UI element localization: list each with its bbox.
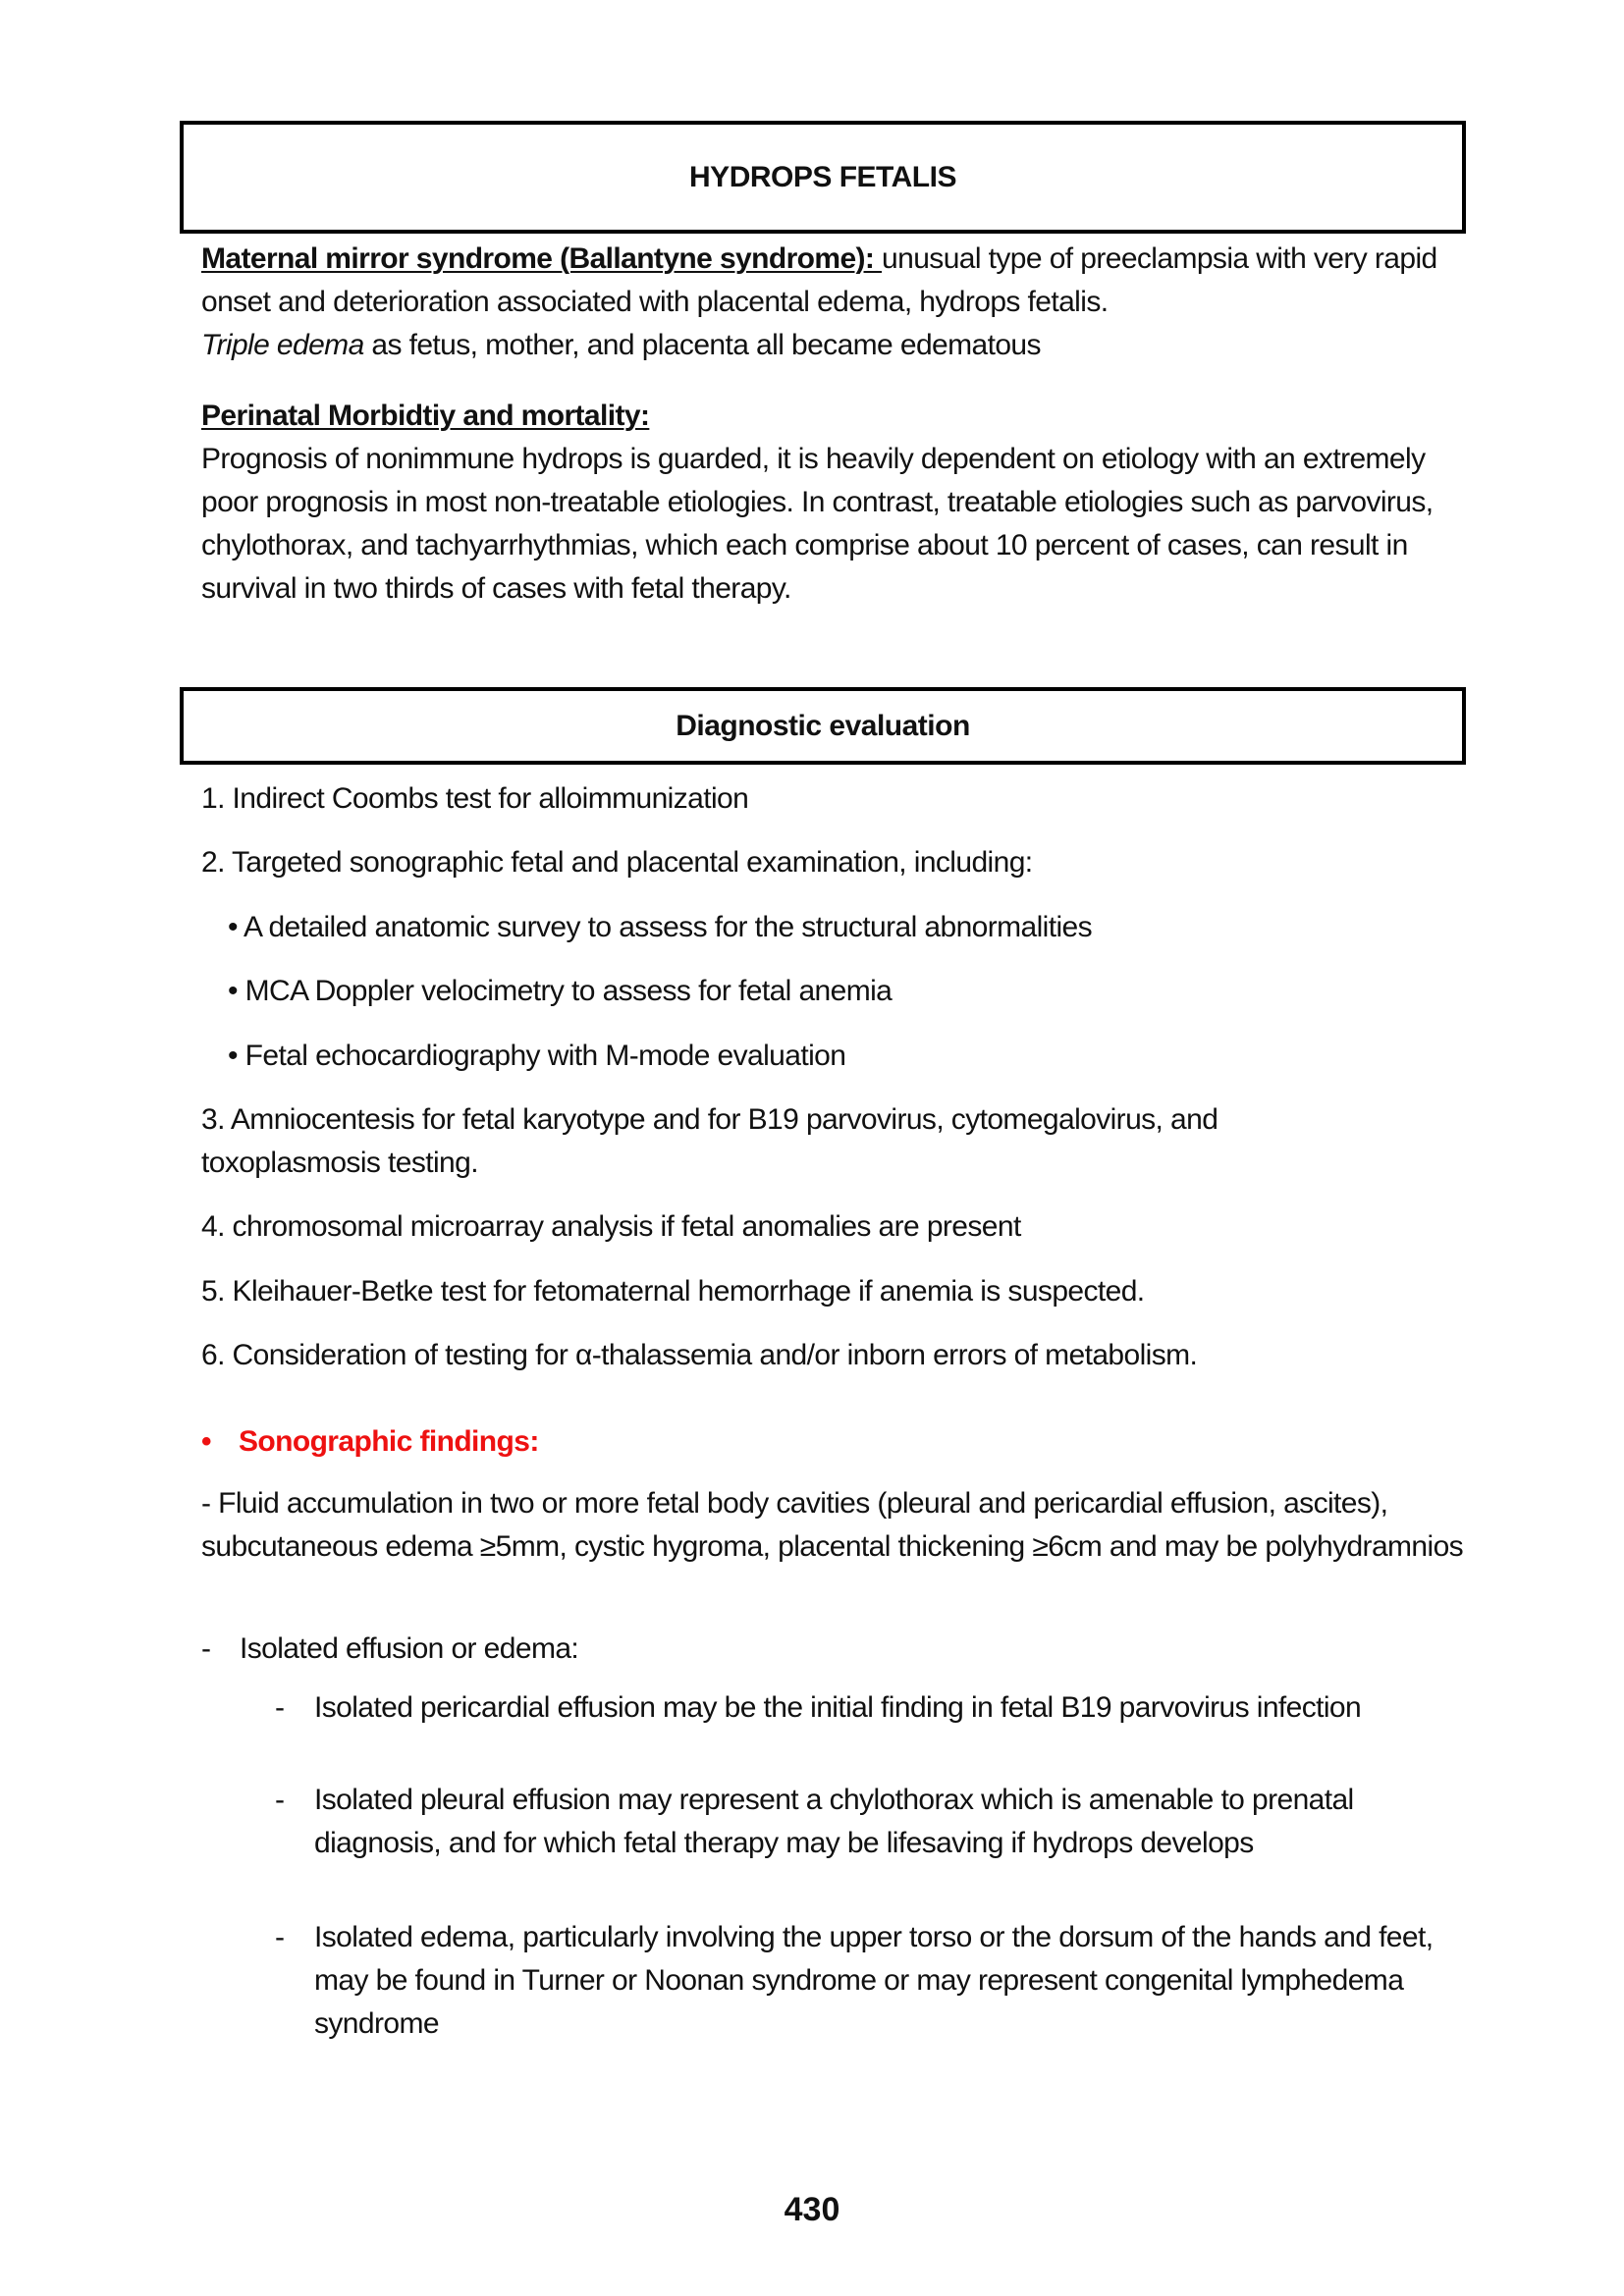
dash-icon: - — [275, 1784, 285, 1816]
dash-icon: - — [275, 1921, 285, 1953]
diagnostic-subitem-2: • MCA Doppler velocimetry to assess for fetal anemia — [228, 975, 893, 1007]
isolated-item-text: Isolated edema, particularly involving the upper torso or the dorsum of the hands and feet, may be found in Turner or Noonan syndrome or may represent congenital lymphedema syndrome — [314, 1921, 1434, 2040]
diagnostic-title: Diagnostic evaluation — [676, 709, 970, 742]
isolated-heading-text: Isolated effusion or edema: — [240, 1632, 579, 1665]
mirror-syndrome-text: unusual type of preeclampsia with very rapid onset and deterioration associated with placental edema, hydrops fetalis. — [201, 242, 1437, 318]
isolated-heading — [201, 1632, 578, 1666]
isolated-item-text: Isolated pericardial effusion may be the initial finding in fetal B19 parvovirus infection — [314, 1691, 1362, 1724]
isolated-item-2 — [275, 1779, 1468, 1865]
diagnostic-subitem-1: • A detailed anatomic survey to assess for the structural abnormalities — [228, 911, 1093, 943]
title-box — [180, 121, 1466, 234]
triple-edema-text: as fetus, mother, and placenta all became edematous — [363, 329, 1041, 361]
diagnostic-box — [180, 687, 1466, 765]
mirror-syndrome-heading: Maternal mirror syndrome (Ballantyne syndrome): — [201, 242, 883, 275]
diagnostic-item-1: 1. Indirect Coombs test for alloimmunization — [201, 782, 749, 815]
sonographic-heading — [201, 1425, 539, 1459]
diagnostic-subitem-3: • Fetal echocardiography with M-mode evaluation — [228, 1040, 846, 1072]
bullet-icon: • — [201, 1425, 211, 1458]
diagnostic-item-2: 2. Targeted sonographic fetal and placental examination, including: — [201, 846, 1033, 879]
diagnostic-item-3: 3. Amniocentesis for fetal karyotype and for B19 parvovirus, cytomegalovirus, and — [201, 1103, 1218, 1136]
isolated-item-1 — [275, 1686, 1468, 1730]
mirror-syndrome-paragraph — [201, 238, 1468, 367]
page-title: HYDROPS FETALIS — [689, 160, 956, 193]
diagnostic-item-5: 5. Kleihauer-Betke test for fetomaternal hemorrhage if anemia is suspected. — [201, 1275, 1145, 1308]
dash-icon: - — [201, 1632, 211, 1665]
isolated-item-text: Isolated pleural effusion may represent a chylothorax which is amenable to prenatal diagnosis, and for which fetal therapy may be lifesaving if hydrops develops — [314, 1784, 1354, 1859]
perinatal-text: Prognosis of nonimmune hydrops is guarded, it is heavily dependent on etiology with an extremely poor prognosis in most non-treatable etiologies. In contrast, treatable etiologies such as parvovirus, chylothorax, and tachyarrhythmias, which each comprise about 10 percent of cases, can result in survival in two thirds of cases with fetal therapy. — [201, 443, 1434, 605]
fluid-accumulation-paragraph: - Fluid accumulation in two or more fetal body cavities (pleural and pericardial effusion, ascites), subcutaneous edema ≥5mm, cystic hygroma, placental thickening ≥6cm and may be polyhydramnios — [201, 1487, 1464, 1563]
sonographic-heading-text: Sonographic findings: — [239, 1425, 539, 1458]
diagnostic-item-3-cont: toxoplasmosis testing. — [201, 1147, 478, 1179]
page-number: 430 — [784, 2191, 840, 2228]
perinatal-section — [201, 395, 1468, 611]
isolated-item-3 — [275, 1916, 1468, 2046]
diagnostic-item-6: 6. Consideration of testing for α-thalassemia and/or inborn errors of metabolism. — [201, 1339, 1198, 1371]
perinatal-heading: Perinatal Morbidtiy and mortality: — [201, 400, 650, 432]
dash-icon: - — [275, 1691, 285, 1724]
diagnostic-item-4: 4. chromosomal microarray analysis if fetal anomalies are present — [201, 1210, 1021, 1243]
triple-edema-term: Triple edema — [201, 329, 364, 361]
